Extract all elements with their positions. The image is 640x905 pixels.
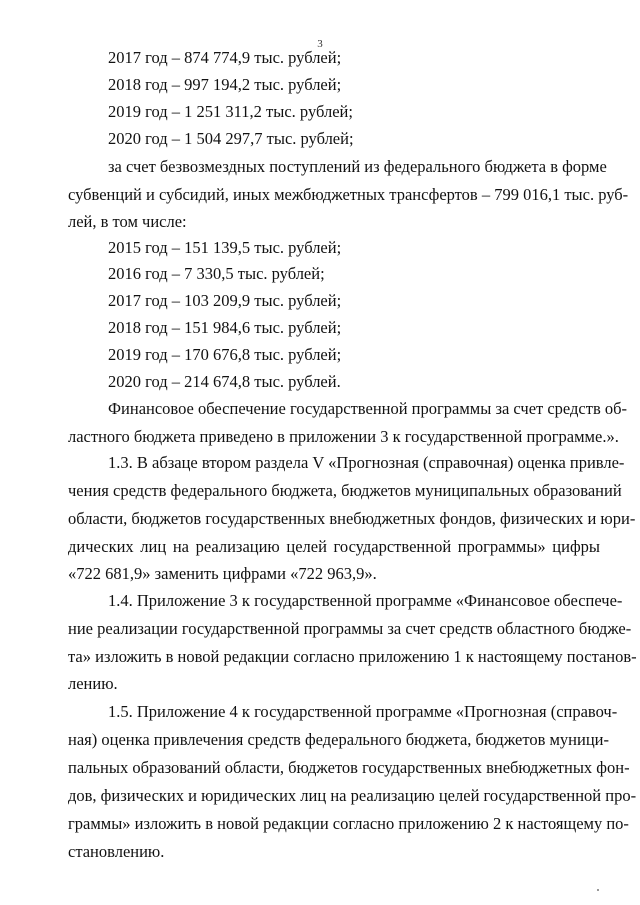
paragraph-line: граммы» изложить в новой редакции согласно приложению 2 к настоящему по- — [68, 814, 629, 833]
paragraph-line: дических лиц на реализацию целей государственной программы» цифры — [68, 537, 600, 556]
paragraph-line: ние реализации государственной программы за счет средств областного бюдже- — [68, 619, 632, 638]
paragraph-line: области, бюджетов государственных внебюджетных фондов, физических и юри- — [68, 509, 636, 528]
paragraph-line: Финансовое обеспечение государственной программы за счет средств об- — [108, 399, 628, 418]
paragraph-line: субвенций и субсидий, иных межбюджетных трансфертов – 799 016,1 тыс. руб- — [68, 185, 629, 204]
paragraph-line: ластного бюджета приведено в приложении 3 к государственной программе.». — [68, 427, 619, 446]
paragraph-line: «722 681,9» заменить цифрами «722 963,9». — [68, 564, 377, 583]
paragraph-line: лей, в том числе: — [68, 212, 187, 231]
scan-speck — [597, 889, 599, 891]
list-item: 2020 год – 214 674,8 тыс. рублей. — [108, 372, 341, 391]
list-item: 2019 год – 1 251 311,2 тыс. рублей; — [108, 102, 353, 121]
paragraph-line: 1.4. Приложение 3 к государственной программе «Финансовое обеспече- — [108, 591, 623, 610]
list-item: 2015 год – 151 139,5 тыс. рублей; — [108, 238, 342, 257]
list-item: 2017 год – 103 209,9 тыс. рублей; — [108, 291, 342, 310]
paragraph-line: лению. — [68, 674, 118, 693]
paragraph-line: ная) оценка привлечения средств федерального бюджета, бюджетов муници- — [68, 730, 609, 749]
paragraph-line: за счет безвозмездных поступлений из федерального бюджета в форме — [108, 157, 607, 176]
paragraph-line: чения средств федерального бюджета, бюджетов муниципальных образований — [68, 481, 622, 500]
paragraph-line: пальных образований области, бюджетов государственных внебюджетных фон- — [68, 758, 630, 777]
list-item: 2018 год – 151 984,6 тыс. рублей; — [108, 318, 342, 337]
paragraph-line: та» изложить в новой редакции согласно приложению 1 к настоящему постанов- — [68, 647, 637, 666]
list-item: 2018 год – 997 194,2 тыс. рублей; — [108, 75, 342, 94]
list-item: 2017 год – 874 774,9 тыс. рублей; — [108, 48, 342, 67]
paragraph-line: 1.3. В абзаце втором раздела V «Прогнозная (справочная) оценка привле- — [108, 453, 625, 472]
list-item: 2020 год – 1 504 297,7 тыс. рублей; — [108, 129, 354, 148]
paragraph-line: дов, физических и юридических лиц на реализацию целей государственной про- — [68, 786, 637, 805]
list-item: 2019 год – 170 676,8 тыс. рублей; — [108, 345, 342, 364]
list-item: 2016 год – 7 330,5 тыс. рублей; — [108, 264, 325, 283]
page-number: 3 — [317, 38, 323, 50]
paragraph-line: 1.5. Приложение 4 к государственной программе «Прогнозная (справоч- — [108, 702, 618, 721]
paragraph-line: становлению. — [68, 842, 165, 861]
